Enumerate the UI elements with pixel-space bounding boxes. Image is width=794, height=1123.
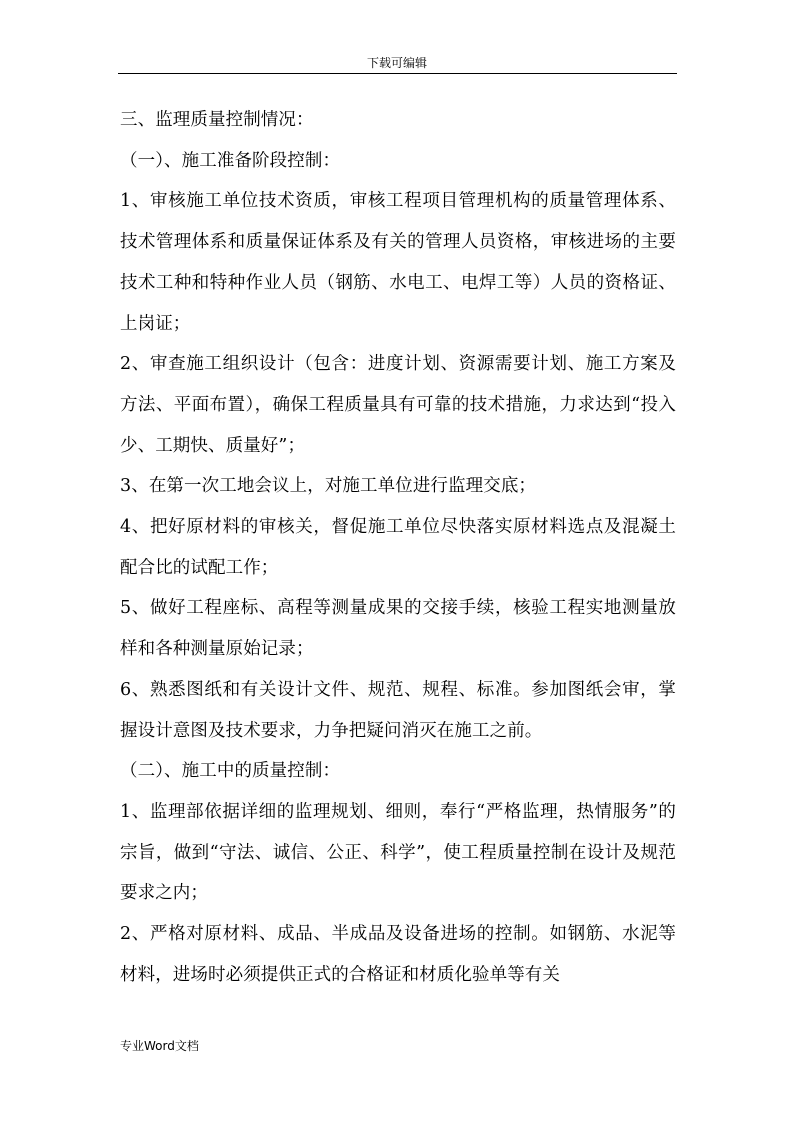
paragraph: 5、做好工程座标、高程等测量成果的交接手续，核验工程实地测量放样和各种测量原始记录；	[120, 598, 676, 660]
paragraph: 2、严格对原材料、成品、半成品及设备进场的控制。如钢筋、水泥等材料，进场时必须提供正式的合格证和材质化验单等有关	[120, 924, 676, 985]
subsection-heading: （二）、施工中的质量控制：	[120, 761, 341, 782]
paragraph: 1、监理部依据详细的监理规划、细则，奉行“严格监理，热情服务”的宗旨，做到“守法、诚信、公正、科学”，使工程质量控制在设计及规范要求之内；	[120, 801, 676, 904]
document-body	[120, 100, 676, 995]
header-divider	[118, 73, 677, 74]
paragraph: 4、把好原材料的审核关，督促施工单位尽快落实原材料选点及混凝土配合比的试配工作；	[120, 517, 676, 578]
paragraph: 2、审查施工组织设计（包含：进度计划、资源需要计划、施工方案及方法、平面布置），确保工程质量具有可靠的技术措施，力求达到“投入少、工期快、质量好”；	[120, 354, 676, 456]
page-footer: 专业Word文档	[120, 1039, 199, 1053]
paragraph: 6、熟悉图纸和有关设计文件、规范、规程、标准。参加图纸会审，掌握设计意图及技术要求，力争把疑问消灭在施工之前。	[120, 679, 676, 741]
page-header: 下载可编辑	[366, 56, 427, 70]
subsection-heading: （一）、施工准备阶段控制：	[120, 150, 341, 171]
section-heading: 三、监理质量控制情况：	[120, 110, 314, 130]
paragraph: 1、审核施工单位技术资质，审核工程项目管理机构的质量管理体系、技术管理体系和质量保证体系及有关的管理人员资格，审核进场的主要技术工种和特种作业人员（钢筋、水电工、电焊工等）人员的资格证、上岗证；	[120, 191, 676, 334]
paragraph: 3、在第一次工地会议上，对施工单位进行监理交底；	[120, 476, 537, 497]
